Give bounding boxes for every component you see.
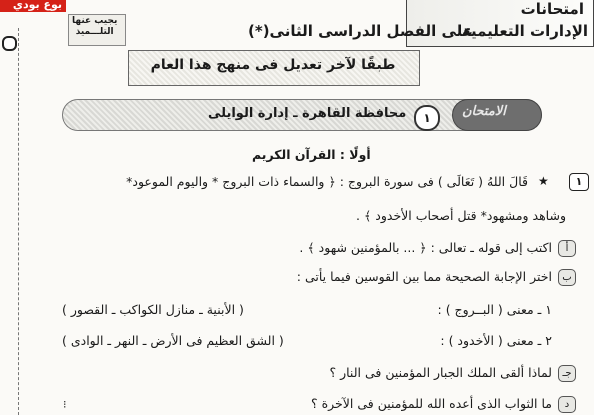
choice-item-2-options: ( الشق العظيم فى الأرض ـ النهر ـ الوادى ) — [62, 333, 284, 348]
answer-dots: ⁝ — [63, 398, 68, 411]
part-a-text: اكتب إلى قوله ـ تعالى : ﴿ ... بالمؤمنين شهود ﴾ . — [299, 240, 552, 255]
section-title: أولًا : القرآن الكريم — [252, 147, 371, 162]
margin-circle-bullet — [2, 36, 17, 51]
left-margin-rule — [18, 28, 20, 415]
answers-by-line2: التلـــميذ — [75, 27, 114, 37]
part-d-label: د — [558, 396, 576, 413]
exam-number-badge: ١ — [414, 105, 440, 131]
answers-by-label — [72, 16, 117, 38]
part-c-text: لماذا ألقى الملك الجبار المؤمنين فى النار ؟ — [329, 365, 552, 380]
exam-governorate: محافظة القاهرة ـ إدارة الوايلى — [208, 106, 407, 121]
part-b-label: ب — [558, 269, 576, 286]
curriculum-banner-text: طبقًا لآخر تعديل فى منهج هذا العام — [150, 57, 396, 73]
part-b-text: اختر الإجابة الصحيحة مما بين القوسين فيما يأتى : — [296, 269, 552, 284]
part-d-text: ما الثواب الذى أعده الله للمؤمنين فى الآخرة ؟ — [310, 396, 552, 411]
exam-label: الامتحان — [462, 104, 506, 119]
category-subtitle: الإدارات التعليمية — [461, 22, 588, 40]
choice-item-1-options: ( الأبنية ـ منازل الكواكب ـ القصور ) — [62, 302, 244, 317]
question-line2: وشاهد ومشهود* قتل أصحاب الأخدود ﴾ . — [356, 208, 566, 223]
red-corner-tab — [0, 0, 66, 12]
star-icon: ★ — [538, 174, 549, 188]
part-c-label: جـ — [558, 365, 576, 382]
choice-item-1-prompt: ١ ـ معنى ( البــروج ) : — [437, 302, 552, 317]
answers-by-line1: يجيب عنها — [72, 16, 118, 26]
page-title: على الفصل الدراسى الثانى(*) — [248, 22, 473, 40]
question-line1: قَالَ اللهُ ( تَعَالَى ) فى سورة البروج : ﴿ والسماء ذات البروج * واليوم الموعود* — [126, 174, 528, 189]
category-title: امتحانات — [520, 0, 584, 18]
red-tab-text: بوع بودي — [12, 0, 62, 11]
part-a-label: أ — [558, 240, 576, 257]
question-number-box: ١ — [569, 173, 589, 191]
choice-item-2-prompt: ٢ ـ معنى ( الأخدود ) : — [440, 333, 552, 348]
